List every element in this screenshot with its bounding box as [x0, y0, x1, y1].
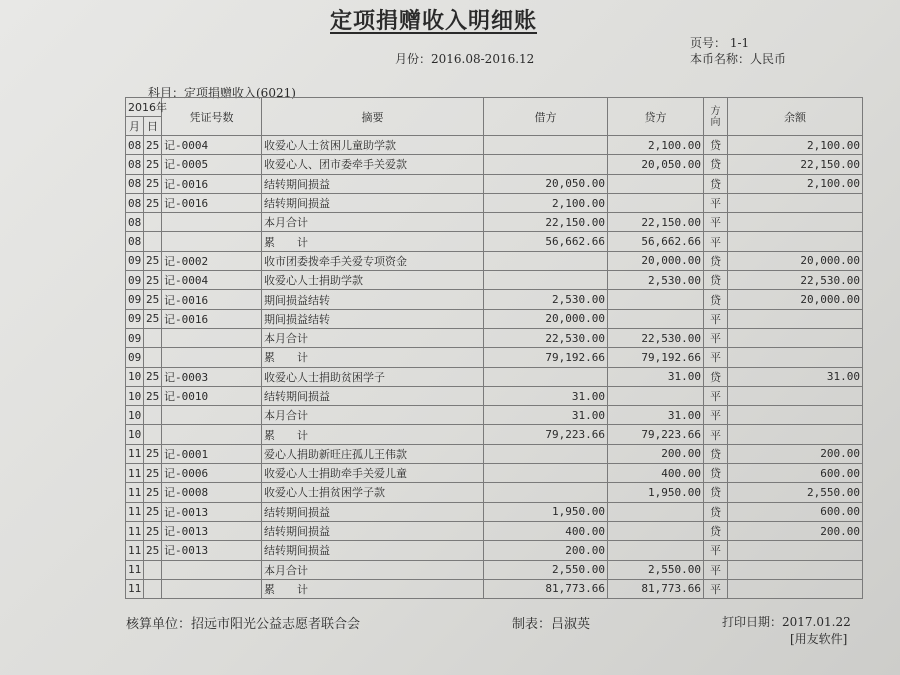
cell-month: 11	[126, 444, 144, 463]
cell-credit	[608, 386, 704, 405]
cell-month: 09	[126, 251, 144, 270]
cell-day	[144, 560, 162, 579]
cell-month: 08	[126, 174, 144, 193]
cell-credit: 20,000.00	[608, 251, 704, 270]
header-debit: 借方	[484, 98, 608, 136]
cell-credit: 79,192.66	[608, 348, 704, 367]
cell-balance	[728, 541, 863, 560]
cell-summary: 爱心人捐助新旺庄孤儿王伟款	[262, 444, 484, 463]
cell-credit	[608, 290, 704, 309]
cell-debit	[484, 271, 608, 290]
cell-summary: 累 计	[262, 348, 484, 367]
cell-credit	[608, 521, 704, 540]
cell-balance: 600.00	[728, 464, 863, 483]
cell-month: 08	[126, 213, 144, 232]
cell-summary: 收爱心人士捐助贫困学子	[262, 367, 484, 386]
cell-credit: 2,100.00	[608, 136, 704, 155]
cell-debit: 79,192.66	[484, 348, 608, 367]
cell-balance: 22,150.00	[728, 155, 863, 174]
table-row	[126, 193, 863, 212]
cell-voucher	[162, 425, 262, 444]
cell-day: 25	[144, 155, 162, 174]
cell-balance	[728, 579, 863, 598]
cell-summary: 收爱心人士贫困儿童助学款	[262, 136, 484, 155]
cell-direction: 平	[704, 386, 728, 405]
table-row	[126, 425, 863, 444]
cell-summary: 收爱心人士捐助牵手关爱儿童	[262, 464, 484, 483]
cell-voucher: 记-0013	[162, 541, 262, 560]
cell-debit: 22,530.00	[484, 328, 608, 347]
cell-balance	[728, 406, 863, 425]
table-row	[126, 521, 863, 540]
cell-day: 25	[144, 251, 162, 270]
cell-month: 08	[126, 193, 144, 212]
cell-day: 25	[144, 290, 162, 309]
cell-credit: 31.00	[608, 406, 704, 425]
table-row	[126, 174, 863, 193]
ledger-title: 定项捐赠收入明细账	[330, 9, 538, 34]
cell-debit: 2,100.00	[484, 193, 608, 212]
cell-direction: 贷	[704, 367, 728, 386]
cell-debit: 81,773.66	[484, 579, 608, 598]
accounting-unit: 核算单位：招远市阳光公益志愿者联合会	[126, 617, 361, 632]
cell-day: 25	[144, 541, 162, 560]
cell-debit	[484, 367, 608, 386]
cell-credit: 200.00	[608, 444, 704, 463]
cell-credit	[608, 193, 704, 212]
cell-summary: 结转期间损益	[262, 521, 484, 540]
cell-summary: 收市团委拨牵手关爱专项资金	[262, 251, 484, 270]
cell-balance	[728, 386, 863, 405]
cell-credit: 31.00	[608, 367, 704, 386]
cell-day: 25	[144, 193, 162, 212]
table-row	[126, 541, 863, 560]
cell-voucher	[162, 560, 262, 579]
header-direction: 方向	[704, 98, 728, 136]
cell-credit	[608, 174, 704, 193]
cell-balance	[728, 348, 863, 367]
cell-day	[144, 348, 162, 367]
subject-label: 科目：定项捐赠收入(6021)	[148, 86, 296, 100]
cell-debit: 200.00	[484, 541, 608, 560]
cell-day	[144, 406, 162, 425]
cell-direction: 贷	[704, 251, 728, 270]
cell-credit: 2,530.00	[608, 271, 704, 290]
cell-credit: 2,550.00	[608, 560, 704, 579]
cell-direction: 平	[704, 406, 728, 425]
table-row	[126, 213, 863, 232]
cell-voucher	[162, 348, 262, 367]
cell-credit: 22,150.00	[608, 213, 704, 232]
cell-voucher: 记-0006	[162, 464, 262, 483]
table-row	[126, 290, 863, 309]
cell-direction: 平	[704, 232, 728, 251]
cell-summary: 期间损益结转	[262, 290, 484, 309]
cell-direction: 贷	[704, 271, 728, 290]
cell-summary: 本月合计	[262, 560, 484, 579]
table-row	[126, 444, 863, 463]
cell-balance	[728, 232, 863, 251]
preparer: 制表：吕淑英	[512, 617, 591, 632]
cell-credit: 20,050.00	[608, 155, 704, 174]
cell-balance: 200.00	[728, 521, 863, 540]
cell-direction: 平	[704, 348, 728, 367]
cell-day: 25	[144, 136, 162, 155]
cell-summary: 结转期间损益	[262, 193, 484, 212]
cell-balance	[728, 193, 863, 212]
cell-summary: 累 计	[262, 232, 484, 251]
cell-summary: 本月合计	[262, 213, 484, 232]
cell-summary: 期间损益结转	[262, 309, 484, 328]
cell-month: 09	[126, 290, 144, 309]
cell-debit: 31.00	[484, 406, 608, 425]
cell-debit: 2,530.00	[484, 290, 608, 309]
cell-debit: 1,950.00	[484, 502, 608, 521]
cell-direction: 平	[704, 560, 728, 579]
cell-month: 11	[126, 560, 144, 579]
cell-month: 11	[126, 502, 144, 521]
cell-summary: 结转期间损益	[262, 502, 484, 521]
cell-month: 10	[126, 425, 144, 444]
cell-debit: 56,662.66	[484, 232, 608, 251]
cell-day: 25	[144, 502, 162, 521]
cell-day: 25	[144, 483, 162, 502]
cell-month: 10	[126, 386, 144, 405]
cell-credit: 56,662.66	[608, 232, 704, 251]
cell-debit: 2,550.00	[484, 560, 608, 579]
cell-balance: 2,100.00	[728, 136, 863, 155]
cell-voucher: 记-0016	[162, 290, 262, 309]
table-row	[126, 483, 863, 502]
cell-summary: 累 计	[262, 425, 484, 444]
cell-debit: 400.00	[484, 521, 608, 540]
cell-month: 08	[126, 232, 144, 251]
cell-debit	[484, 444, 608, 463]
cell-balance	[728, 328, 863, 347]
cell-debit	[484, 483, 608, 502]
table-row	[126, 155, 863, 174]
cell-month: 09	[126, 309, 144, 328]
cell-day	[144, 232, 162, 251]
cell-voucher	[162, 213, 262, 232]
cell-summary: 收爱心人士捐贫困学子款	[262, 483, 484, 502]
cell-direction: 平	[704, 425, 728, 444]
table-row	[126, 579, 863, 598]
cell-debit	[484, 155, 608, 174]
cell-direction: 贷	[704, 136, 728, 155]
cell-voucher	[162, 406, 262, 425]
cell-credit	[608, 502, 704, 521]
cell-month: 09	[126, 348, 144, 367]
header-credit: 贷方	[608, 98, 704, 136]
cell-direction: 平	[704, 309, 728, 328]
cell-voucher: 记-0008	[162, 483, 262, 502]
month-range: 月份：2016.08-2016.12	[395, 52, 535, 66]
cell-debit: 22,150.00	[484, 213, 608, 232]
cell-direction: 平	[704, 328, 728, 347]
header-balance: 余额	[728, 98, 863, 136]
cell-credit	[608, 309, 704, 328]
table-row	[126, 464, 863, 483]
table-row	[126, 386, 863, 405]
cell-debit	[484, 251, 608, 270]
cell-day	[144, 328, 162, 347]
cell-month: 11	[126, 521, 144, 540]
cell-month: 11	[126, 541, 144, 560]
page-number: 页号： 1-1	[690, 36, 750, 50]
cell-balance: 600.00	[728, 502, 863, 521]
cell-day: 25	[144, 367, 162, 386]
cell-voucher: 记-0016	[162, 309, 262, 328]
cell-direction: 贷	[704, 174, 728, 193]
cell-voucher: 记-0016	[162, 174, 262, 193]
cell-direction: 贷	[704, 464, 728, 483]
cell-balance	[728, 425, 863, 444]
cell-credit: 1,950.00	[608, 483, 704, 502]
cell-debit: 31.00	[484, 386, 608, 405]
cell-direction: 贷	[704, 290, 728, 309]
cell-direction: 贷	[704, 444, 728, 463]
cell-day: 25	[144, 444, 162, 463]
ledger-table	[125, 97, 863, 599]
header-voucher: 凭证号数	[162, 98, 262, 136]
header-year: 2016年	[126, 98, 162, 117]
cell-direction: 贷	[704, 502, 728, 521]
cell-balance	[728, 309, 863, 328]
table-row	[126, 232, 863, 251]
print-date: 打印日期：2017.01.22	[722, 615, 851, 629]
header-row-1	[126, 98, 863, 117]
cell-summary: 收爱心人、团市委牵手关爱款	[262, 155, 484, 174]
cell-day: 25	[144, 521, 162, 540]
cell-debit: 20,000.00	[484, 309, 608, 328]
cell-voucher: 记-0003	[162, 367, 262, 386]
cell-month: 11	[126, 464, 144, 483]
cell-voucher	[162, 579, 262, 598]
cell-day	[144, 579, 162, 598]
table-row	[126, 136, 863, 155]
cell-day	[144, 213, 162, 232]
cell-summary: 本月合计	[262, 328, 484, 347]
cell-month: 11	[126, 579, 144, 598]
cell-credit	[608, 541, 704, 560]
cell-balance: 20,000.00	[728, 251, 863, 270]
cell-debit: 79,223.66	[484, 425, 608, 444]
cell-summary: 收爱心人士捐助学款	[262, 271, 484, 290]
cell-summary: 结转期间损益	[262, 386, 484, 405]
cell-direction: 贷	[704, 483, 728, 502]
cell-direction: 平	[704, 193, 728, 212]
cell-month: 08	[126, 155, 144, 174]
cell-day: 25	[144, 464, 162, 483]
software-brand: [用友软件]	[790, 632, 848, 646]
table-row	[126, 348, 863, 367]
cell-summary: 结转期间损益	[262, 174, 484, 193]
cell-balance: 200.00	[728, 444, 863, 463]
currency-name: 本币名称：人民币	[690, 52, 787, 66]
header-day: 日	[144, 117, 162, 136]
cell-month: 09	[126, 328, 144, 347]
cell-balance: 2,550.00	[728, 483, 863, 502]
cell-voucher: 记-0001	[162, 444, 262, 463]
table-row	[126, 309, 863, 328]
cell-credit: 400.00	[608, 464, 704, 483]
cell-balance	[728, 213, 863, 232]
cell-voucher: 记-0010	[162, 386, 262, 405]
cell-month: 11	[126, 483, 144, 502]
cell-summary: 累 计	[262, 579, 484, 598]
cell-balance: 20,000.00	[728, 290, 863, 309]
cell-voucher: 记-0013	[162, 502, 262, 521]
cell-direction: 平	[704, 541, 728, 560]
cell-summary: 本月合计	[262, 406, 484, 425]
cell-month: 10	[126, 367, 144, 386]
cell-credit: 22,530.00	[608, 328, 704, 347]
cell-balance: 2,100.00	[728, 174, 863, 193]
cell-direction: 贷	[704, 155, 728, 174]
cell-summary: 结转期间损益	[262, 541, 484, 560]
cell-day	[144, 425, 162, 444]
cell-direction: 平	[704, 579, 728, 598]
cell-day: 25	[144, 386, 162, 405]
cell-voucher: 记-0004	[162, 136, 262, 155]
cell-balance: 22,530.00	[728, 271, 863, 290]
cell-month: 09	[126, 271, 144, 290]
cell-credit: 81,773.66	[608, 579, 704, 598]
cell-debit: 20,050.00	[484, 174, 608, 193]
cell-voucher: 记-0005	[162, 155, 262, 174]
table-row	[126, 560, 863, 579]
cell-debit	[484, 136, 608, 155]
cell-credit: 79,223.66	[608, 425, 704, 444]
table-row	[126, 406, 863, 425]
table-row	[126, 328, 863, 347]
table-row	[126, 251, 863, 270]
ledger-body	[126, 136, 863, 599]
table-row	[126, 502, 863, 521]
table-row	[126, 367, 863, 386]
header-summary: 摘要	[262, 98, 484, 136]
cell-debit	[484, 464, 608, 483]
cell-voucher: 记-0002	[162, 251, 262, 270]
cell-direction: 贷	[704, 521, 728, 540]
header-month: 月	[126, 117, 144, 136]
cell-day: 25	[144, 174, 162, 193]
cell-month: 10	[126, 406, 144, 425]
cell-balance	[728, 560, 863, 579]
cell-month: 08	[126, 136, 144, 155]
cell-voucher	[162, 232, 262, 251]
cell-day: 25	[144, 309, 162, 328]
cell-day: 25	[144, 271, 162, 290]
cell-direction: 平	[704, 213, 728, 232]
cell-voucher: 记-0013	[162, 521, 262, 540]
cell-voucher: 记-0016	[162, 193, 262, 212]
table-row	[126, 271, 863, 290]
cell-balance: 31.00	[728, 367, 863, 386]
cell-voucher: 记-0004	[162, 271, 262, 290]
cell-voucher	[162, 328, 262, 347]
